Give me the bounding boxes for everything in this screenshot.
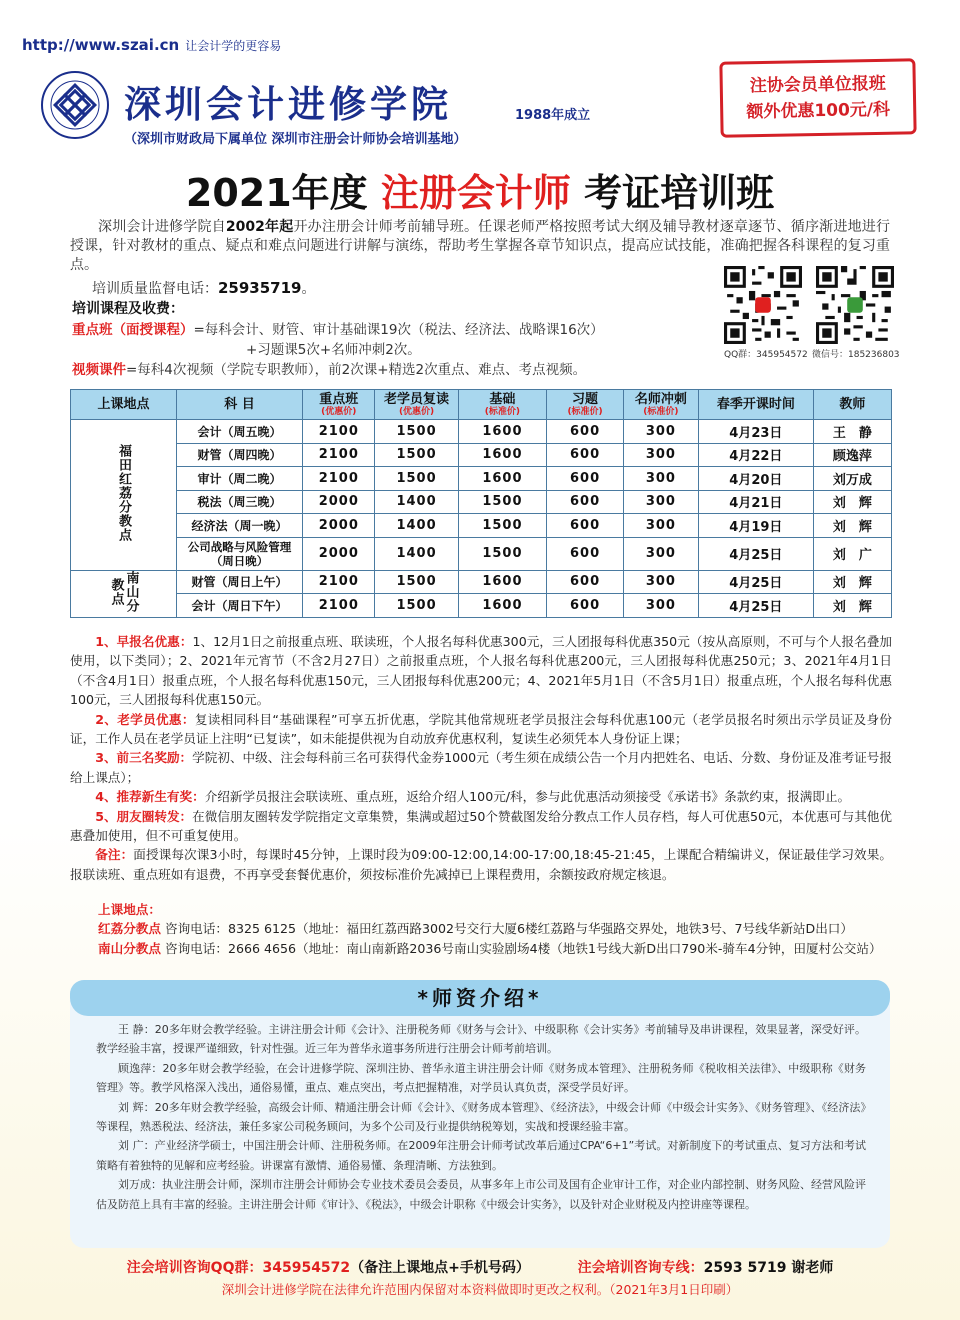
header-key-note: (优惠价) <box>321 406 357 417</box>
header-location <box>71 390 177 420</box>
cell-teacher: 刘 广 <box>813 537 891 570</box>
teacher-bio: 顾逸萍：20多年财会教学经验，在会计进修学院、深圳注协、普华永道主讲注册会计师《财务成本管理》、注册税务师《税收相关法律》、中级职称《财务管理》等。教学风格深入浅出，通俗易懂，重点、难点突出，考点把握精准，对学员认真负责，深受学员好评。 <box>96 1061 866 1095</box>
cell-repeat: 1400 <box>375 537 458 570</box>
school-name: 深圳会计进修学院 <box>124 83 452 126</box>
teachers-panel <box>70 980 890 1248</box>
website-url[interactable] <box>22 36 281 54</box>
promo-top3-text: 学院初、中级、注会每科前三名可获得代金券1000元（考生须在成绩公告一个月内把姓名、电话、分数、身份证及准考证号报给上课点）； <box>70 750 892 785</box>
key-class-text: =每科会计、财管、审计基础课19次（税法、经济法、战略课16次） <box>193 322 604 338</box>
location-honglie-name: 红荔分教点 <box>98 921 161 937</box>
cell-subject: 经济法（周一晚） <box>177 514 303 538</box>
header-sprint <box>623 390 698 420</box>
cell-teacher: 刘 辉 <box>813 490 891 514</box>
cell-subject: 会计（周日下午） <box>177 594 303 618</box>
cell-start: 4月25日 <box>698 570 813 594</box>
cell-teacher: 刘 辉 <box>813 570 891 594</box>
teacher-bio: 刘 辉：20多年财会教学经验，高级会计师、精通注册会计师《会计》、《财务成本管理》、《经济法》，中级会计师《中级会计实务》、《财务管理》、《经济法》等课程，熟悉税法、经济法，兼任多家公司税务顾问，为多个公司及行业提供纳税筹划，实战和授课经验丰富。 <box>96 1100 866 1134</box>
promotions-section <box>70 632 892 884</box>
table-row <box>71 467 892 491</box>
header-key <box>303 390 375 420</box>
intro-year: 2002年起 <box>225 219 294 235</box>
locations-heading: 上课地点： <box>98 902 161 917</box>
cell-key: 2100 <box>303 443 375 467</box>
cell-key: 2100 <box>303 420 375 444</box>
hotline-number[interactable]: 2593 5719 谢老师 <box>703 1260 834 1276</box>
promo-share-label: 5、朋友圈转发： <box>95 808 193 824</box>
cell-sprint: 300 <box>623 594 698 618</box>
promo-top3 <box>70 748 892 787</box>
cell-key: 2000 <box>303 537 375 570</box>
promo-early-text: 1、12月1日之前报重点班、联读班，个人报名每科优惠300元，三人团报每科优惠350元（按从高原则，不可与个人报名叠加使用，以下类同）；2、2021年元宵节（不含2月27日）之前报重点班，个人报名每科优惠200元，三人团报每科优惠250元；3、2021年4月1日（不含4月1日）报重点班，个人报名每科优惠150元，三人团报每科优惠200元；4、2021年5月1日（不含5月1日）报重点班，个人报名每科优惠100元，三人团报每科优惠150元。 <box>70 634 892 708</box>
cell-exercise: 600 <box>547 490 624 514</box>
schedule-table <box>70 389 892 618</box>
teacher-bio: 王 静：20多年财会教学经验。主讲注册会计师《会计》、注册税务师《财务与会计》、中级职称《会计实务》考前辅导及串讲课程，效果显著，深受好评。教学经验丰富，授课严谨细致，针对性强。近三年为普华永道事务所进行注册会计师考前培训。 <box>96 1023 866 1056</box>
cell-subject: 审计（周二晚） <box>177 467 303 491</box>
qq-group-footer-label: 注会培训咨询QQ群： <box>126 1260 263 1276</box>
phone-number: 25935719 <box>218 279 302 297</box>
cell-basic: 1600 <box>458 443 547 467</box>
cell-repeat: 1500 <box>375 467 458 491</box>
cell-subject: 会计（周五晚） <box>177 420 303 444</box>
header-repeat <box>375 390 458 420</box>
key-class-label: 重点班（面授课程） <box>72 322 194 338</box>
qq-group-number[interactable]: 345954572 <box>262 1260 351 1276</box>
location-honglie <box>98 919 898 938</box>
promo-note-label: 备注： <box>95 847 134 863</box>
table-row <box>71 594 892 618</box>
phone-label: 培训质量监督电话： <box>92 281 218 297</box>
cell-repeat: 1400 <box>375 514 458 538</box>
video-class-line <box>72 358 586 378</box>
rights-notice: 深圳会计进修学院在法律允许范围内保留对本资料做即时更改之权利。（2021年3月1日印刷） <box>221 1282 739 1297</box>
teachers-heading: *师资介绍* <box>70 980 890 1016</box>
promo-share <box>70 807 892 846</box>
member-discount-stamp <box>719 58 916 137</box>
cell-exercise: 600 <box>547 570 624 594</box>
cell-start: 4月25日 <box>698 537 813 570</box>
teacher-bio: 刘万成：执业注册会计师，深圳市注册会计师协会专业技术委员会委员，从事多年上市公司及国有企业审计工作，对企业内部控制、财务风险、经营风险评估及防范上具有丰富的经验。主讲注册会计师《审计》、《税法》，中级会计职称《中级会计实务》，以及针对企业财税及内控讲座等课程。 <box>96 1178 866 1211</box>
table-row <box>71 443 892 467</box>
stamp-line-2: 额外优惠100元/科 <box>746 99 891 123</box>
promo-note-text: 面授课每次课3小时，每课时45分钟，上课时段为09:00-12:00,14:00-17:00,18:45-21:45，上课配合精编讲义，保证最佳学习效果。报联读班、重点班如有退费，不再享受套餐优惠价，须按标准价先减掉已上课程费用，余额按政府规定核退。 <box>70 847 893 882</box>
cell-basic: 1500 <box>458 537 547 570</box>
table-row <box>71 490 892 514</box>
cell-exercise: 600 <box>547 467 624 491</box>
cell-exercise: 600 <box>547 537 624 570</box>
cell-teacher: 刘万成 <box>813 467 891 491</box>
header-exercise-text: 习题 <box>572 391 599 407</box>
title-prefix: 2021年度 <box>185 171 381 215</box>
intro-text-a: 深圳会计进修学院自 <box>98 219 226 235</box>
header-subject-text: 科 目 <box>224 396 255 412</box>
cell-sprint: 300 <box>623 570 698 594</box>
contact-footer <box>0 1257 960 1277</box>
header-teacher-text: 教师 <box>839 396 866 412</box>
promo-referral <box>70 787 892 806</box>
cell-sprint: 300 <box>623 467 698 491</box>
teachers-body <box>96 1020 866 1214</box>
header-sprint-text: 名师冲刺 <box>634 391 687 407</box>
cell-exercise: 600 <box>547 514 624 538</box>
cell-teacher: 顾逸萍 <box>813 443 891 467</box>
table-row <box>71 537 892 570</box>
cell-key: 2100 <box>303 594 375 618</box>
cell-start: 4月20日 <box>698 467 813 491</box>
qq-group-qr-icon[interactable] <box>724 266 802 344</box>
header-basic <box>458 390 547 420</box>
cell-basic: 1600 <box>458 420 547 444</box>
cell-sprint: 300 <box>623 420 698 444</box>
header-exercise <box>547 390 624 420</box>
qq-group-label: QQ群：345954572 <box>724 350 808 360</box>
cell-repeat: 1500 <box>375 594 458 618</box>
header-basic-note: (标准价) <box>484 406 521 417</box>
promo-referral-label: 4、推荐新生有奖： <box>95 789 205 805</box>
school-logo-icon <box>40 70 110 140</box>
cell-start: 4月21日 <box>698 490 813 514</box>
location-futian <box>71 420 177 571</box>
title-suffix: 考证培训班 <box>570 171 775 215</box>
promo-note <box>70 845 892 884</box>
page-title <box>0 162 960 217</box>
header-key-text: 重点班 <box>319 391 359 407</box>
cell-subject: 财管（周四晚） <box>177 443 303 467</box>
cell-key: 2000 <box>303 490 375 514</box>
header-start-text: 春季开课时间 <box>716 396 795 412</box>
header-start <box>698 390 813 420</box>
cell-exercise: 600 <box>547 443 624 467</box>
cell-subject: 公司战略与风险管理（周日晚） <box>177 537 303 570</box>
cell-basic: 1600 <box>458 570 547 594</box>
teacher-bio: 刘 广：产业经济学硕士，中国注册会计师、注册税务师。在2009年注册会计师考试改革后通过CPA“6+1”考试。对新制度下的考试重点、复习方法和考试策略有着独特的见解和应考经验。讲课富有激情、通俗易懂、条理清晰、方法独到。 <box>96 1139 866 1172</box>
cell-repeat: 1500 <box>375 420 458 444</box>
location-honglie-text: 咨询电话：8325 6125（地址：福田红荔西路3002号交行大厦6楼红荔路与华强路交界处，地铁3号、7号线华新站D出口） <box>160 921 853 937</box>
promo-early-label: 1、早报名优惠： <box>95 634 193 649</box>
table-row <box>71 570 892 594</box>
cell-teacher: 刘 辉 <box>813 594 891 618</box>
header-repeat-text: 老学员复读 <box>384 391 450 407</box>
founded-year: 1988年成立 <box>515 108 591 123</box>
location-nanshan-info <box>98 939 898 958</box>
cell-start: 4月19日 <box>698 514 813 538</box>
promo-share-text: 在微信朋友圈转发学院指定文章集赞，集满或超过50个赞截图发给分教点工作人员存档，每人可优惠50元，本优惠可与其他优惠叠加使用，但不可重复使用。 <box>70 808 892 844</box>
stamp-line-1: 注协会员单位报班 <box>749 73 886 97</box>
header-repeat-note: (优惠价) <box>398 406 435 417</box>
cell-key: 2100 <box>303 467 375 491</box>
promo-returning-label: 2、老学员优惠： <box>95 711 195 727</box>
cell-start: 4月23日 <box>698 420 813 444</box>
cell-sprint: 300 <box>623 490 698 514</box>
cell-sprint: 300 <box>623 537 698 570</box>
promo-referral-text: 介绍新学员报注会联读班、重点班，返给介绍人100元/科，参与此优惠活动须接受《承诺书》条款约束，报满即止。 <box>204 789 851 805</box>
phone-end: 。 <box>301 281 316 297</box>
courses-heading: 培训课程及收费： <box>72 301 184 317</box>
promo-early <box>70 632 892 710</box>
key-class-line <box>72 318 604 338</box>
slogan: 让会计学的更容易 <box>185 39 282 53</box>
promo-returning <box>70 710 892 749</box>
cell-teacher: 王 静 <box>813 420 891 444</box>
cell-key: 2100 <box>303 570 375 594</box>
cell-repeat: 1500 <box>375 570 458 594</box>
cell-basic: 1500 <box>458 490 547 514</box>
cell-subject: 财管（周日上午） <box>177 570 303 594</box>
title-highlight: 注册会计师 <box>380 171 571 215</box>
video-class-label: 视频课件 <box>72 362 126 378</box>
location-nanshan-text: 南山分教点 <box>108 570 139 613</box>
cell-basic: 1600 <box>458 467 547 491</box>
cell-basic: 1500 <box>458 514 547 538</box>
wechat-qr-icon[interactable] <box>816 266 894 344</box>
intro-text-b: 开办注册会计师考前辅导班。任课老师严格按照考试大纲及辅导教材逐章逐节、循序渐进地进行授课，针对教材的重点、疑点和难点问题进行讲解与演练，帮助考生掌握各章节知识点，提高应试技能，准确把握各科课程的复习重点。 <box>70 219 890 273</box>
video-class-text: =每科4次视频（学院专职教师），前2次课+精选2次重点、难点、考点视频。 <box>126 362 587 378</box>
school-subtitle: （深圳市财政局下属单位 深圳市注册会计师协会培训基地） <box>124 132 467 147</box>
header-subject <box>177 390 303 420</box>
cell-exercise: 600 <box>547 420 624 444</box>
cell-exercise: 600 <box>547 594 624 618</box>
location-futian-text: 福田红荔分教点 <box>116 443 131 542</box>
location-nanshan <box>71 570 177 617</box>
cell-repeat: 1500 <box>375 443 458 467</box>
header-teacher <box>813 390 891 420</box>
cell-start: 4月22日 <box>698 443 813 467</box>
header-location-text: 上课地点 <box>97 396 150 412</box>
hotline-label: 注会培训咨询专线： <box>577 1260 704 1276</box>
key-class-line-2: +习题课5次+名师冲刺2次。 <box>246 342 421 358</box>
cell-sprint: 300 <box>623 443 698 467</box>
cell-subject: 税法（周三晚） <box>177 490 303 514</box>
location-nanshan-text: 咨询电话：2666 4656（地址：南山南新路2036号南山实验剧场4楼（地铁1号线大新D出口790米-骑车4分钟，田厦村公交站） <box>160 940 882 956</box>
cell-key: 2000 <box>303 514 375 538</box>
table-row <box>71 514 892 538</box>
header-basic-text: 基础 <box>489 391 516 407</box>
table-header-row <box>71 390 892 420</box>
header-sprint-note: (标准价) <box>643 406 679 417</box>
promo-returning-text: 复读相同科目“基础课程”可享五折优惠，学院其他常规班老学员报注会每科优惠100元（老学员报名时须出示学员证及身份证，工作人员在老学员证上注明“已复读”，如未能提供视为自动放弃优惠权利，复读生必须凭本人身份证上课； <box>70 711 893 747</box>
cell-repeat: 1400 <box>375 490 458 514</box>
locations-section <box>98 900 898 958</box>
wechat-label: 微信号：185236803 <box>812 350 900 360</box>
cell-teacher: 刘 辉 <box>813 514 891 538</box>
quality-phone <box>92 278 316 298</box>
promo-top3-label: 3、前三名奖励： <box>95 750 193 766</box>
url-text[interactable]: http://www.szai.cn <box>22 36 180 54</box>
header-exercise-note: (标准价) <box>567 406 603 417</box>
cell-sprint: 300 <box>623 514 698 538</box>
table-row <box>71 420 892 444</box>
cell-start: 4月25日 <box>698 594 813 618</box>
location-nanshan-name: 南山分教点 <box>98 940 161 956</box>
cell-basic: 1600 <box>458 594 547 618</box>
qq-group-note: （备注上课地点+手机号码） <box>350 1260 530 1276</box>
